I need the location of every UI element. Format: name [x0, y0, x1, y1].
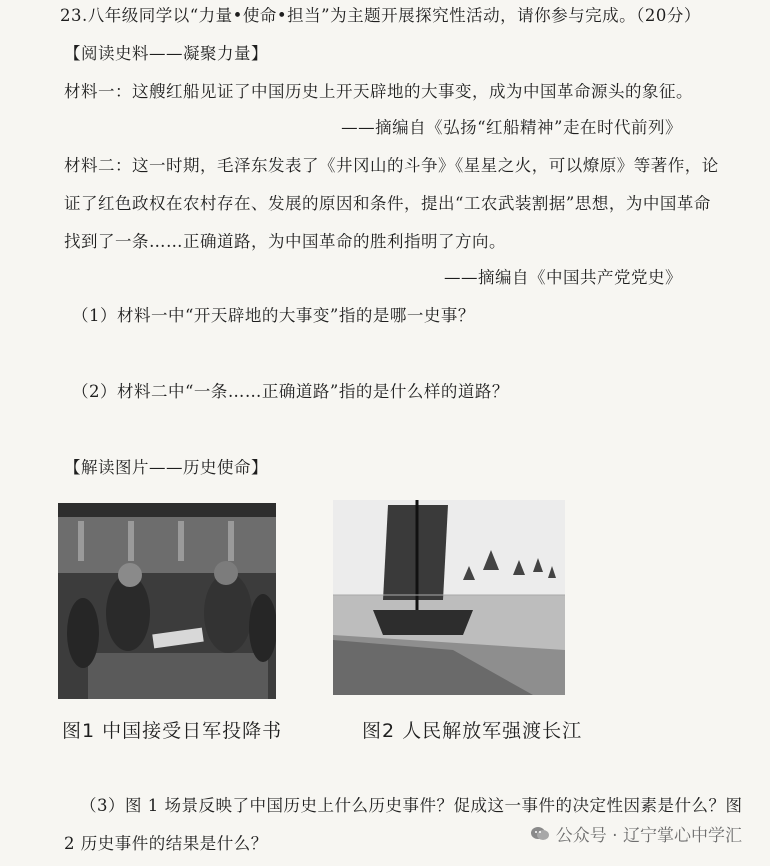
- question-1: （1）材料一中“开天辟地的大事变”指的是哪一史事？: [72, 306, 475, 325]
- question-2: （2）材料二中“一条……正确道路”指的是什么样的道路？: [72, 382, 509, 401]
- question-header: 23.八年级同学以“力量•使命•担当”为主题开展探究性活动，请你参与完成。（20分）: [60, 6, 701, 25]
- section-title-reading: 【阅读史料——凝聚力量】: [64, 44, 268, 63]
- material-2-line-1: 材料二：这一时期，毛泽东发表了《井冈山的斗争》《星星之火，可以燎原》等著作，论: [64, 156, 719, 175]
- yangtze-crossing-image: [333, 500, 565, 695]
- question-3-line-1: （3）图 1 场景反映了中国历史上什么历史事件？促成这一事件的决定性因素是什么？图: [80, 796, 743, 815]
- figure-2-caption: 图2 人民解放军强渡长江: [362, 720, 583, 742]
- material-1-source: ——摘编自《弘扬“红船精神”走在时代前列》: [341, 118, 682, 137]
- watermark-badge: [524, 819, 748, 848]
- question-3-line-2: 2 历史事件的结果是什么？: [64, 834, 268, 853]
- figure-1-photo: [58, 503, 276, 699]
- figure-2-photo: [333, 500, 565, 695]
- section-title-pictures: 【解读图片——历史使命】: [64, 458, 268, 477]
- surrender-ceremony-image: [58, 503, 276, 699]
- watermark-text: 公众号 · 辽宁掌心中学汇: [555, 826, 742, 846]
- figure-1-caption: 图1 中国接受日军投降书: [62, 720, 283, 742]
- material-2-source: ——摘编自《中国共产党党史》: [444, 268, 682, 287]
- material-1: 材料一：这艘红船见证了中国历史上开天辟地的大事变，成为中国革命源头的象征。: [64, 82, 693, 101]
- material-2-line-2: 证了红色政权在农村存在、发展的原因和条件，提出“工农武装割据”思想，为中国革命: [64, 194, 711, 213]
- wechat-icon: [530, 826, 550, 842]
- material-2-line-3: 找到了一条……正确道路，为中国革命的胜利指明了方向。: [64, 232, 506, 251]
